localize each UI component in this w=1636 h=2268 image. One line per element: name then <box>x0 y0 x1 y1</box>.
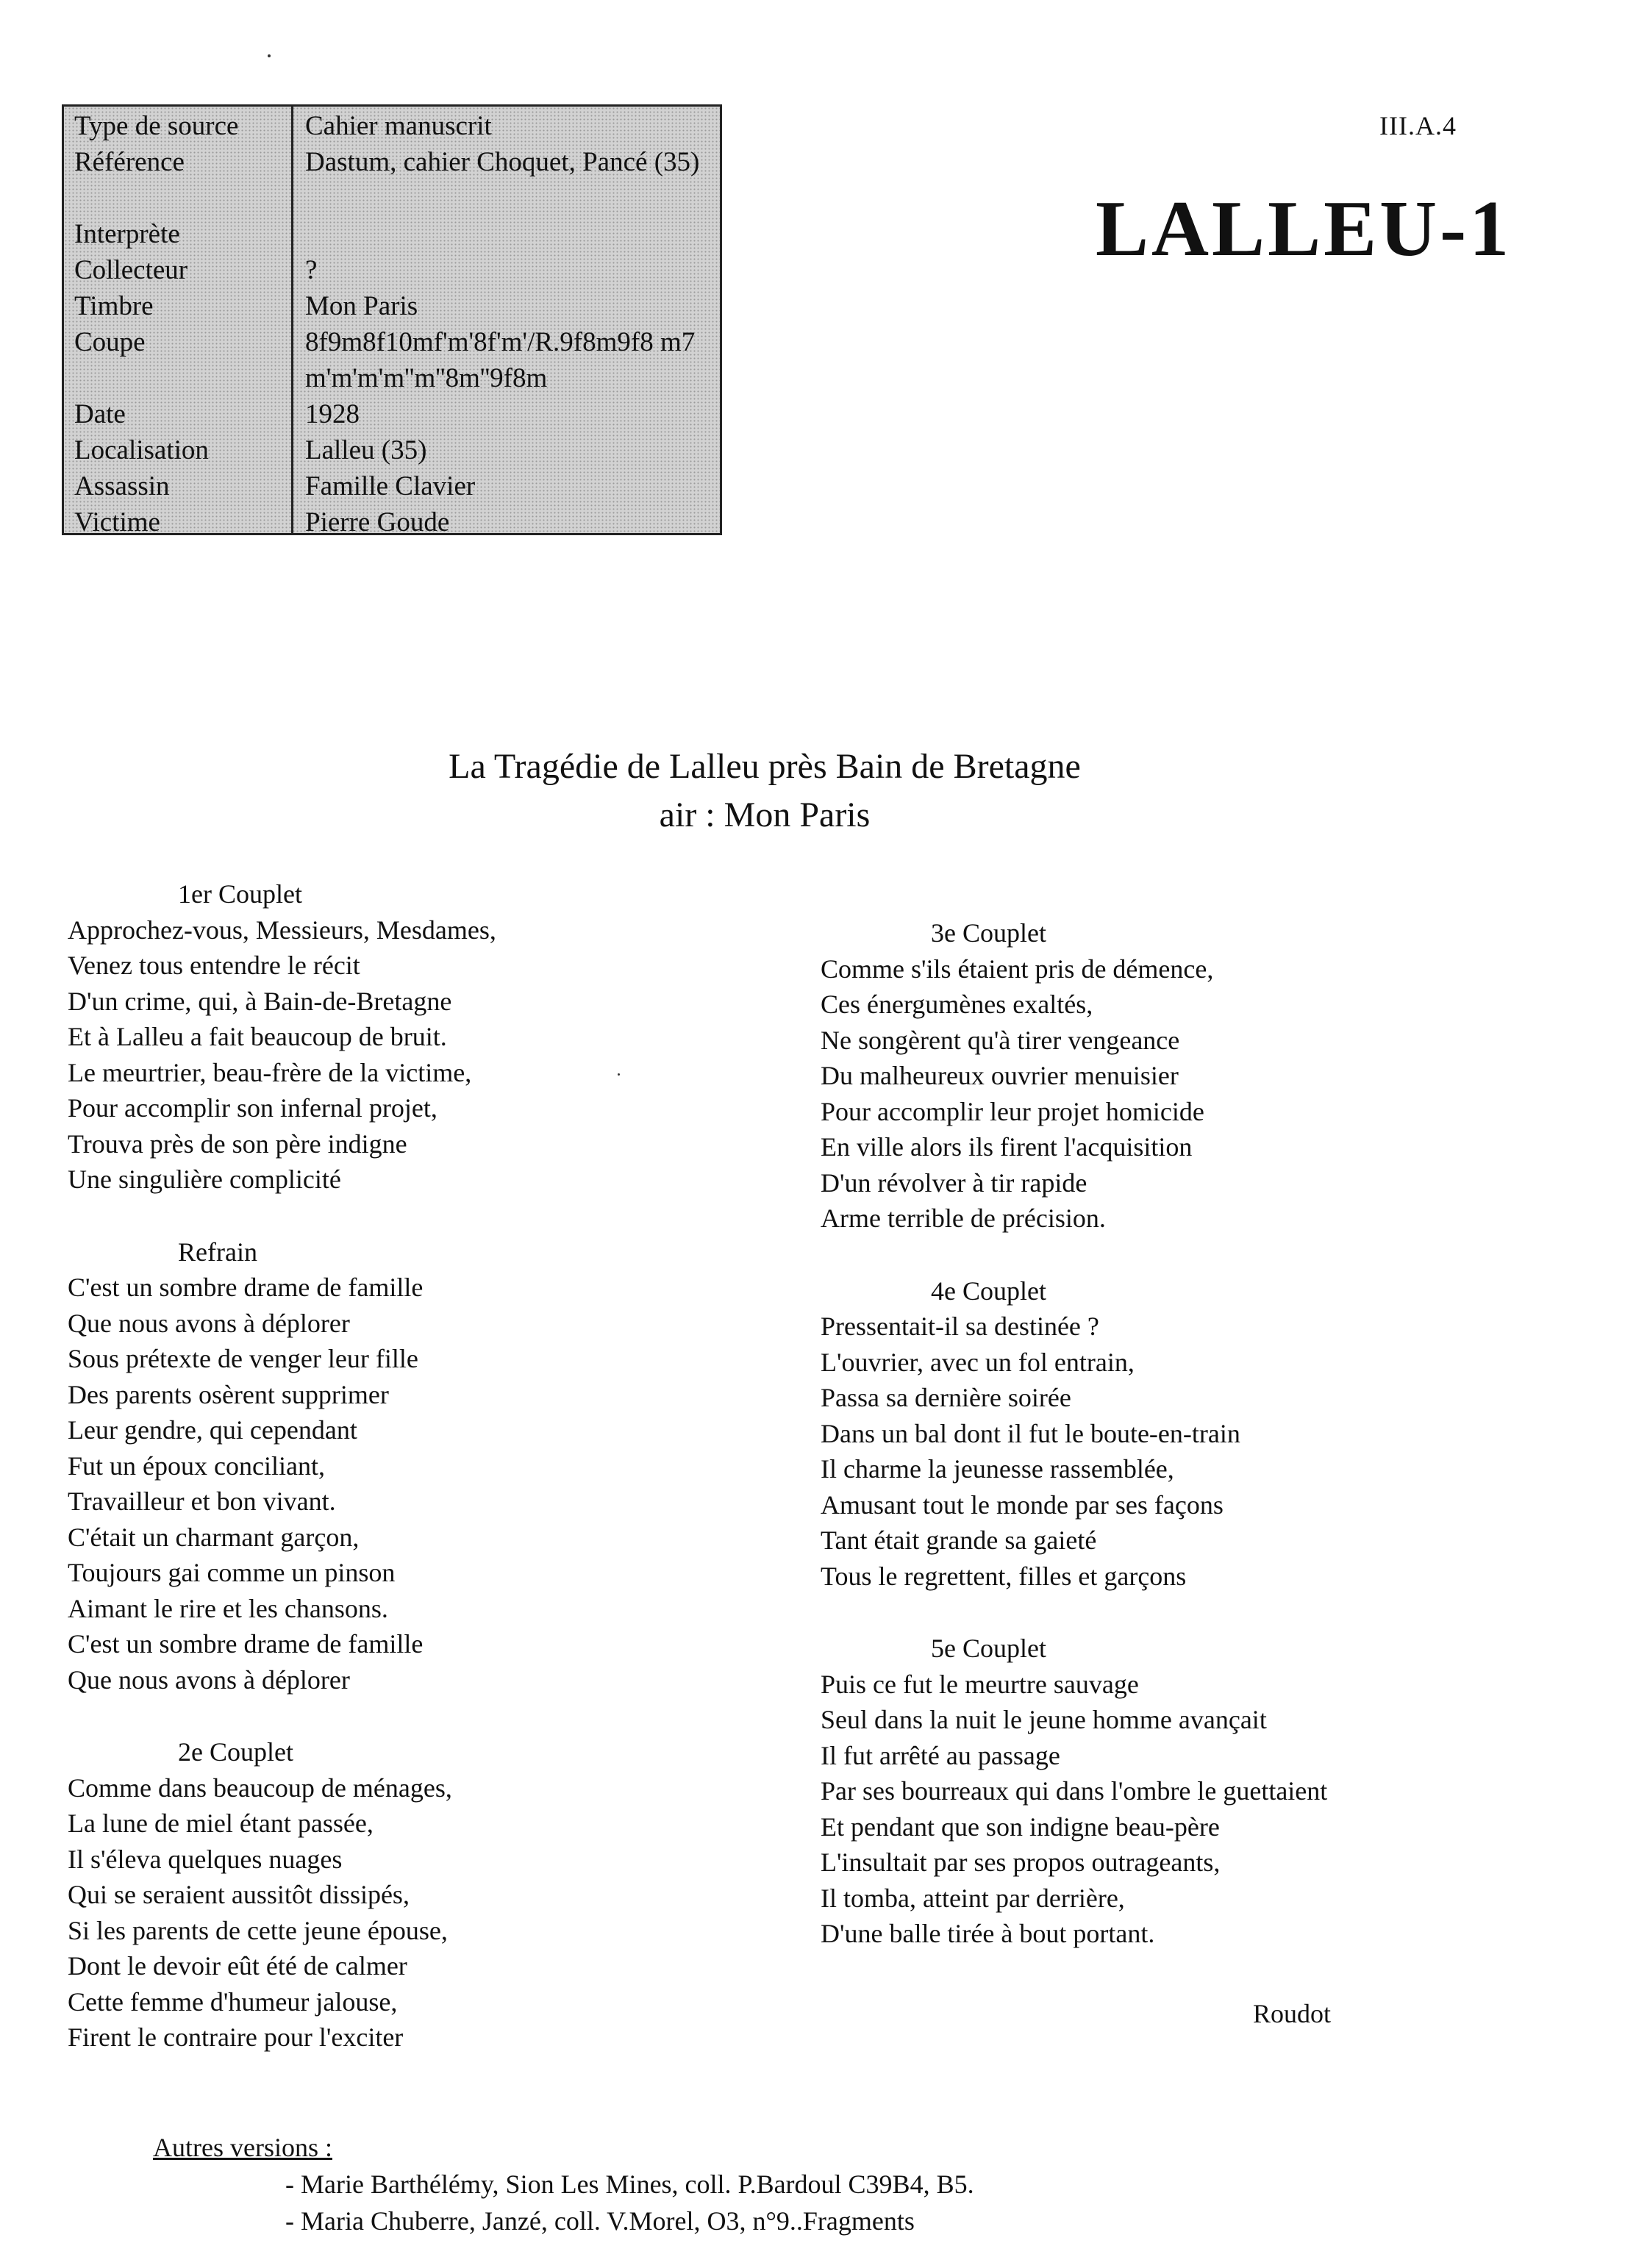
stanza <box>821 1631 1600 1952</box>
meta-value-coupe: 8f9m8f10mf'm'8f'm'/R.9f8m9f8 m7m'm'm'm''m''8m''9f8m <box>305 327 696 393</box>
stanza <box>68 1734 803 2056</box>
stanza <box>821 1273 1600 1595</box>
stanza-heading: 5e Couplet <box>931 1634 1046 1663</box>
song-air: air : Mon Paris <box>659 795 871 834</box>
verse-line: C'était un charmant garçon, <box>68 1522 360 1552</box>
verse-line: Il tomba, atteint par derrière, <box>821 1883 1125 1913</box>
meta-label-interprete: Interprète <box>74 219 180 249</box>
meta-label-reference: Référence <box>74 147 185 177</box>
other-version-item: - Marie Barthélémy, Sion Les Mines, coll. P.Bardoul C39B4, B5. <box>285 2169 974 2199</box>
stanza <box>821 915 1600 1237</box>
verse-line: L'insultait par ses propos outrageants, <box>821 1847 1221 1877</box>
other-version-item: - Maria Chuberre, Janzé, coll. V.Morel, O3, n°9..Fragments <box>285 2206 915 2236</box>
verse-line: Aimant le rire et les chansons. <box>68 1593 388 1623</box>
verse-line: Tant était grande sa gaieté <box>821 1525 1097 1555</box>
metadata-values <box>293 107 720 537</box>
song-heading <box>0 743 1529 840</box>
verse-line: Des parents osèrent supprimer <box>68 1379 389 1409</box>
verse-line: Il charme la jeunesse rassemblée, <box>821 1454 1174 1484</box>
verse-line: Approchez-vous, Messieurs, Mesdames, <box>68 915 496 945</box>
verse-line: En ville alors ils firent l'acquisition <box>821 1132 1193 1162</box>
verse-line: Qui se seraient aussitôt dissipés, <box>68 1880 410 1909</box>
meta-value-assassin: Famille Clavier <box>305 471 476 501</box>
left-column <box>68 876 803 2092</box>
verse-line: Si les parents de cette jeune épouse, <box>68 1915 448 1945</box>
verse-line: Firent le contraire pour l'exciter <box>68 2022 404 2052</box>
verse-line: Comme dans beaucoup de ménages, <box>68 1772 452 1803</box>
verse-line: Du malheureux ouvrier menuisier <box>821 1061 1179 1090</box>
verse-line: Leur gendre, qui cependant <box>68 1415 357 1445</box>
verse-line: Passa sa dernière soirée <box>821 1383 1071 1412</box>
stanza <box>68 876 803 1198</box>
verse-line: C'est un sombre drame de famille <box>68 1629 424 1659</box>
verse-line: Le meurtrier, beau-frère de la victime, <box>68 1057 472 1087</box>
verse-line: La lune de miel étant passée, <box>68 1809 374 1838</box>
meta-label-assassin: Assassin <box>74 471 170 501</box>
verse-line: Sous prétexte de venger leur fille <box>68 1344 418 1373</box>
verse-line: Pressentait-il sa destinée ? <box>821 1312 1099 1341</box>
meta-label-victime: Victime <box>74 507 160 537</box>
verse-line: Il s'éleva quelques nuages <box>68 1844 343 1874</box>
meta-value-localisation: Lalleu (35) <box>305 435 427 465</box>
meta-value-interprete <box>305 216 720 252</box>
verse-line: Puis ce fut le meurtre sauvage <box>821 1669 1139 1699</box>
stanza-heading: 3e Couplet <box>931 918 1046 948</box>
verse-line: Pour accomplir leur projet homicide <box>821 1096 1204 1126</box>
meta-label-localisation: Localisation <box>74 435 209 465</box>
stanza-heading: Refrain <box>178 1237 257 1267</box>
verse-line: Venez tous entendre le récit <box>68 951 360 980</box>
verse-line: Que nous avons à déplorer <box>68 1308 350 1338</box>
verse-line: D'un crime, qui, à Bain-de-Bretagne <box>68 986 452 1016</box>
verse-line: L'ouvrier, avec un fol entrain, <box>821 1347 1135 1377</box>
verse-line: D'une balle tirée à bout portant. <box>821 1919 1155 1948</box>
verse-line: Ne songèrent qu'à tirer vengeance <box>821 1025 1180 1055</box>
meta-label-date: Date <box>74 399 126 429</box>
meta-value-victime: Pierre Goude <box>305 507 450 537</box>
verse-line: Dont le devoir eût été de calmer <box>68 1951 407 1981</box>
meta-value-reference: Dastum, cahier Choquet, Pancé (35) <box>305 147 700 177</box>
other-versions <box>153 2129 974 2239</box>
verse-line: D'un révolver à tir rapide <box>821 1167 1087 1198</box>
meta-label-coupe: Coupe <box>74 327 146 357</box>
verse-line: Par ses bourreaux qui dans l'ombre le guettaient <box>821 1776 1328 1806</box>
verse-line: Tous le regrettent, filles et garçons <box>821 1561 1187 1591</box>
stanza-heading: 1er Couplet <box>178 879 302 909</box>
meta-label-timbre: Timbre <box>74 291 154 321</box>
meta-value-timbre: Mon Paris <box>305 291 418 321</box>
meta-value-type: Cahier manuscrit <box>305 111 492 141</box>
verse-line: Seul dans la nuit le jeune homme avançait <box>821 1705 1267 1734</box>
verse-line: C'est un sombre drame de famille <box>68 1273 424 1302</box>
verse-line: Une singulière complicité <box>68 1165 341 1194</box>
right-column <box>821 915 1600 1989</box>
meta-value-collecteur: ? <box>305 255 318 285</box>
verse-line: Il fut arrêté au passage <box>821 1740 1060 1770</box>
stanza-heading: 4e Couplet <box>931 1276 1046 1306</box>
verse-line: Toujours gai comme un pinson <box>68 1558 396 1587</box>
verse-line: Et pendant que son indigne beau-père <box>821 1811 1220 1842</box>
verse-line: Amusant tout le monde par ses façons <box>821 1489 1224 1520</box>
verse-line: Dans un bal dont il fut le boute-en-train <box>821 1418 1240 1448</box>
meta-label-type: Type de source <box>74 111 239 141</box>
metadata-labels <box>64 107 293 537</box>
verse-line: Et à Lalleu a fait beaucoup de bruit. <box>68 1022 447 1051</box>
meta-value-date: 1928 <box>305 399 360 429</box>
verse-line: Travailleur et bon vivant. <box>68 1487 336 1516</box>
verse-line: Que nous avons à déplorer <box>68 1664 350 1695</box>
verse-line: Ces énergumènes exaltés, <box>821 990 1093 1019</box>
verse-line: Fut un époux conciliant, <box>68 1450 325 1481</box>
song-title: La Tragédie de Lalleu près Bain de Bretagne <box>449 747 1081 786</box>
verse-line: Pour accomplir son infernal projet, <box>68 1093 437 1123</box>
verse-line: Trouva près de son père indigne <box>68 1128 407 1159</box>
page-title: LALLEU-1 <box>1096 185 1512 273</box>
metadata-table <box>62 104 722 535</box>
verse-line: Comme s'ils étaient pris de démence, <box>821 954 1214 984</box>
stanza-heading: 2e Couplet <box>178 1737 293 1767</box>
stanza <box>68 1234 803 1698</box>
scan-speck <box>268 54 271 57</box>
reference-code: III.A.4 <box>1379 111 1457 140</box>
meta-label-collecteur: Collecteur <box>74 255 188 285</box>
signature: Roudot <box>1253 1999 1332 2028</box>
verse-line: Cette femme d'humeur jalouse, <box>68 1986 398 2017</box>
verse-line: Arme terrible de précision. <box>821 1203 1106 1233</box>
other-versions-label: Autres versions : <box>153 2133 332 2162</box>
